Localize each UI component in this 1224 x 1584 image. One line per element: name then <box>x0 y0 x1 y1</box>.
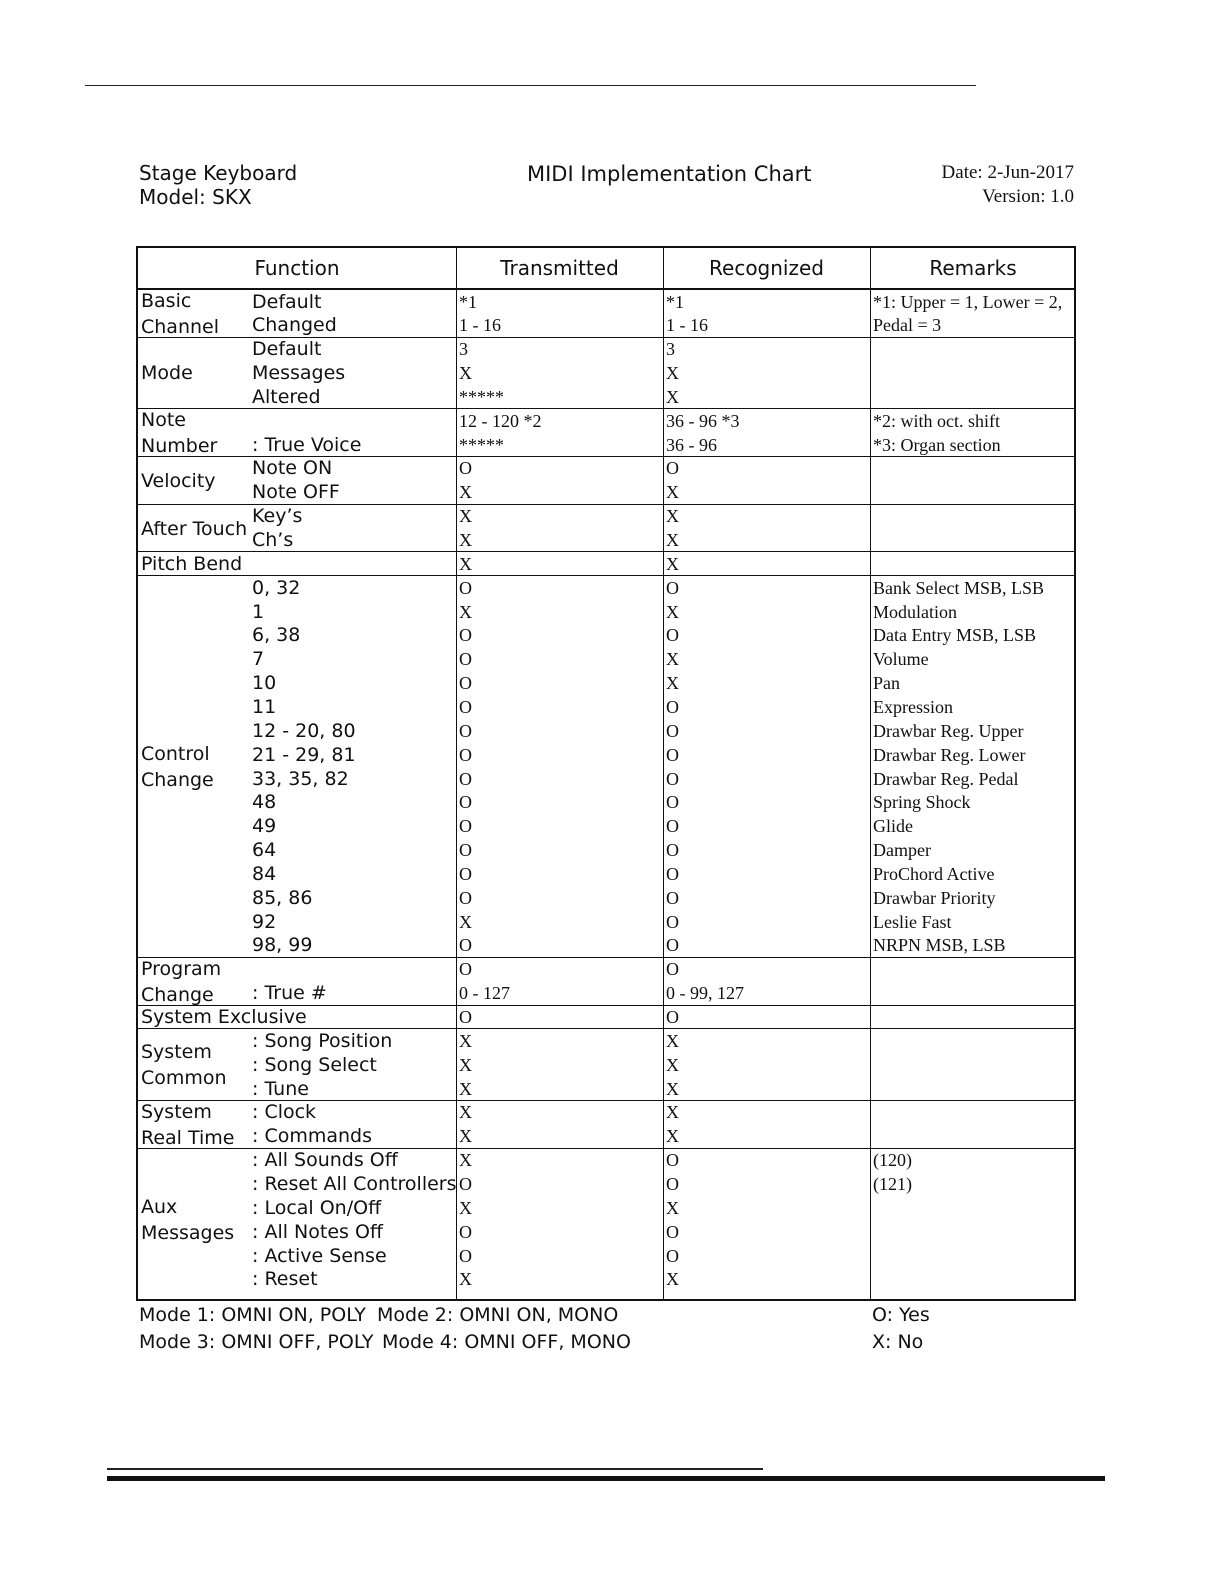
recognized-cell: X <box>666 1197 679 1218</box>
midi-implementation-table <box>136 246 1076 1301</box>
recognized-cell: X <box>666 530 679 550</box>
recognized-cell: X <box>666 1054 679 1075</box>
transmitted-cell: X <box>459 506 472 527</box>
transmitted-cell: O <box>459 744 472 765</box>
transmitted-cell: O <box>459 863 472 884</box>
recognized-cell: X <box>666 1269 679 1290</box>
function-cell: Key’s <box>252 505 303 528</box>
function-cell: Altered <box>252 385 321 408</box>
recognized-cell: O <box>666 1173 679 1194</box>
recognized-cell: O <box>666 720 679 741</box>
transmitted-cell: X <box>459 553 472 574</box>
top-rule <box>85 85 976 86</box>
group-label-line: Velocity <box>141 469 216 492</box>
remarks-cell: Damper <box>873 840 931 861</box>
recognized-cell: O <box>666 959 679 980</box>
function-cell: : All Sounds Off <box>252 1149 398 1172</box>
bottom-rule-thin <box>107 1468 763 1470</box>
recognized-cell: O <box>666 577 679 598</box>
function-cell: : Reset <box>252 1268 318 1291</box>
remarks-cell: *3: Organ section <box>873 434 1001 455</box>
function-cell: 84 <box>252 862 277 885</box>
transmitted-cell: X <box>459 911 472 932</box>
remarks-cell: Bank Select MSB, LSB <box>873 577 1045 598</box>
function-cell: 48 <box>252 791 277 814</box>
remarks-cell: (120) <box>873 1150 912 1171</box>
transmitted-cell: X <box>459 1102 472 1123</box>
function-cell: : Reset All Controllers <box>252 1172 457 1195</box>
recognized-cell: O <box>666 935 679 956</box>
group-label-line: Program <box>141 957 222 980</box>
remarks-cell: Pedal = 3 <box>873 315 942 336</box>
function-cell: 10 <box>252 672 277 695</box>
transmitted-cell: 3 <box>459 339 468 360</box>
column-divider <box>456 248 457 1299</box>
mode-1-note: Mode 1: OMNI ON, POLY <box>139 1304 366 1326</box>
mode-3-note: Mode 3: OMNI OFF, POLY <box>139 1331 374 1353</box>
recognized-cell: O <box>666 816 679 837</box>
transmitted-cell: X <box>459 1126 472 1147</box>
column-divider <box>663 248 664 1299</box>
recognized-cell: X <box>666 1102 679 1123</box>
transmitted-cell: O <box>459 1245 472 1266</box>
recognized-cell: X <box>666 673 679 694</box>
column-header-recognized: Recognized <box>709 256 824 280</box>
recognized-cell: 1 - 16 <box>666 315 708 336</box>
transmitted-cell: X <box>459 1054 472 1075</box>
transmitted-cell: *1 <box>459 291 477 312</box>
remarks-cell: Glide <box>873 816 913 837</box>
group-label-line: Common <box>141 1067 227 1090</box>
column-header-remarks: Remarks <box>929 256 1017 280</box>
group-label-line: Aux <box>141 1196 178 1219</box>
doc-date: Date: 2-Jun-2017 <box>941 162 1074 183</box>
function-cell: 98, 99 <box>252 934 313 957</box>
transmitted-cell: O <box>459 625 472 646</box>
function-cell: : Commands <box>252 1125 372 1148</box>
group-label-line: Change <box>141 983 214 1006</box>
recognized-cell: *1 <box>666 291 684 312</box>
recognized-cell: O <box>666 887 679 908</box>
group-label-line: Change <box>141 769 214 791</box>
group-label-line: Channel <box>141 315 220 338</box>
function-cell: : Tune <box>252 1077 309 1100</box>
group-label <box>141 469 216 493</box>
transmitted-cell: ***** <box>459 434 504 455</box>
group-label-line: System <box>141 1041 212 1064</box>
transmitted-cell: O <box>459 768 472 789</box>
function-cell: Default <box>252 338 322 361</box>
group-label-line: Basic <box>141 289 192 312</box>
group-label-line: Real Time <box>141 1126 235 1149</box>
transmitted-cell: X <box>459 482 472 503</box>
function-cell: 85, 86 <box>252 886 313 909</box>
function-cell: Ch’s <box>252 529 294 551</box>
remarks-cell: Drawbar Reg. Lower <box>873 744 1026 765</box>
transmitted-cell: X <box>459 1030 472 1051</box>
function-cell: : Active Sense <box>252 1244 387 1267</box>
recognized-cell: O <box>666 1245 679 1266</box>
transmitted-cell: X <box>459 1197 472 1218</box>
recognized-cell: O <box>666 1150 679 1171</box>
recognized-cell: 36 - 96 <box>666 434 717 455</box>
group-label-line: System <box>141 1100 212 1123</box>
recognized-cell: O <box>666 625 679 646</box>
function-cell: 7 <box>252 648 265 671</box>
transmitted-cell: O <box>459 792 472 813</box>
function-cell: : Local On/Off <box>252 1196 382 1219</box>
recognized-cell: O <box>666 768 679 789</box>
column-divider <box>870 248 871 1299</box>
remarks-cell: Pan <box>873 673 900 694</box>
group-label <box>141 956 221 1008</box>
group-label <box>141 741 214 793</box>
mode-4-note: Mode 4: OMNI OFF, MONO <box>382 1331 631 1353</box>
recognized-cell: O <box>666 911 679 932</box>
function-cell: Changed <box>252 314 337 337</box>
group-label-line: System Exclusive <box>141 1006 307 1029</box>
recognized-cell: X <box>666 506 679 527</box>
transmitted-cell: 0 - 127 <box>459 983 510 1004</box>
group-label <box>141 407 217 459</box>
recognized-cell: O <box>666 696 679 717</box>
transmitted-cell: O <box>459 696 472 717</box>
remarks-cell: Spring Shock <box>873 792 971 813</box>
transmitted-cell: O <box>459 887 472 908</box>
remarks-cell: *2: with oct. shift <box>873 410 1000 431</box>
recognized-cell: X <box>666 553 679 574</box>
group-label-line: Number <box>141 435 218 458</box>
doc-info <box>942 161 1074 209</box>
remarks-cell: Drawbar Reg. Upper <box>873 720 1024 741</box>
function-cell: 21 - 29, 81 <box>252 743 356 766</box>
remarks-cell: Volume <box>873 649 929 670</box>
remarks-cell: Drawbar Priority <box>873 887 996 908</box>
remarks-cell: ProChord Active <box>873 863 995 884</box>
legend-yes: O: Yes <box>872 1304 930 1326</box>
remarks-cell: Drawbar Reg. Pedal <box>873 768 1019 789</box>
transmitted-cell: O <box>459 1173 472 1194</box>
group-divider <box>138 551 1074 552</box>
transmitted-cell: X <box>459 1078 472 1099</box>
transmitted-cell: O <box>459 649 472 670</box>
group-divider <box>138 957 1074 958</box>
transmitted-cell: O <box>459 1007 472 1027</box>
function-cell: 1 <box>252 600 265 623</box>
transmitted-cell: 1 - 16 <box>459 315 501 336</box>
recognized-cell: O <box>666 744 679 765</box>
recognized-cell: X <box>666 386 679 407</box>
function-cell: Default <box>252 290 322 313</box>
recognized-cell: 0 - 99, 127 <box>666 983 744 1004</box>
recognized-cell: X <box>666 601 679 622</box>
function-cell: 6, 38 <box>252 624 301 647</box>
recognized-cell: O <box>666 1007 679 1027</box>
product-info <box>139 161 297 209</box>
recognized-cell: X <box>666 649 679 670</box>
remarks-cell: (121) <box>873 1173 912 1194</box>
function-cell: : All Notes Off <box>252 1220 383 1243</box>
recognized-cell: 36 - 96 *3 <box>666 410 740 431</box>
recognized-cell: O <box>666 458 679 479</box>
recognized-cell: X <box>666 363 679 384</box>
transmitted-cell: X <box>459 1269 472 1290</box>
group-label <box>141 1194 234 1246</box>
function-cell: : Song Select <box>252 1053 377 1076</box>
group-label <box>141 288 219 340</box>
transmitted-cell: ***** <box>459 386 504 407</box>
transmitted-cell: 12 - 120 *2 <box>459 410 542 431</box>
recognized-cell: O <box>666 863 679 884</box>
function-cell: 11 <box>252 695 277 718</box>
transmitted-cell: X <box>459 530 472 550</box>
group-label-line: Pitch Bend <box>141 553 243 576</box>
group-label <box>141 552 242 576</box>
legend-no: X: No <box>872 1331 924 1353</box>
recognized-cell: X <box>666 1030 679 1051</box>
function-cell: 33, 35, 82 <box>252 767 349 790</box>
group-label <box>141 517 247 541</box>
function-cell: : Song Position <box>252 1029 393 1052</box>
group-label-line: After Touch <box>141 517 248 540</box>
group-label <box>141 1039 227 1091</box>
transmitted-cell: O <box>459 816 472 837</box>
doc-version: Version: 1.0 <box>982 186 1074 207</box>
group-label <box>141 361 193 385</box>
transmitted-cell: O <box>459 840 472 861</box>
recognized-cell: 3 <box>666 339 675 360</box>
recognized-cell: O <box>666 840 679 861</box>
product-line: Stage Keyboard <box>139 161 298 185</box>
group-label <box>141 1099 235 1151</box>
function-cell: Note ON <box>252 457 333 480</box>
transmitted-cell: O <box>459 959 472 980</box>
remarks-cell: Modulation <box>873 601 957 622</box>
recognized-cell: X <box>666 1078 679 1099</box>
bottom-rule-thick <box>107 1476 1105 1481</box>
remarks-cell: Leslie Fast <box>873 911 952 932</box>
mode-2-note: Mode 2: OMNI ON, MONO <box>377 1304 619 1326</box>
transmitted-cell: O <box>459 1221 472 1242</box>
function-cell: 64 <box>252 839 277 862</box>
function-cell: 92 <box>252 910 277 933</box>
recognized-cell: O <box>666 1221 679 1242</box>
recognized-cell: X <box>666 482 679 503</box>
transmitted-cell: O <box>459 458 472 479</box>
function-cell: Note OFF <box>252 481 340 504</box>
remarks-cell: NRPN MSB, LSB <box>873 935 1006 956</box>
recognized-cell: O <box>666 792 679 813</box>
group-label-line: Mode <box>141 362 193 385</box>
page-title: MIDI Implementation Chart <box>527 162 812 186</box>
function-cell: : True Voice <box>252 433 362 456</box>
transmitted-cell: X <box>459 1150 472 1171</box>
function-cell: 0, 32 <box>252 576 301 599</box>
function-cell: 49 <box>252 815 277 838</box>
function-cell: : True # <box>252 982 327 1005</box>
column-header-function: Function <box>254 256 340 280</box>
remarks-cell: *1: Upper = 1, Lower = 2, <box>873 291 1063 312</box>
group-label-line: Note <box>141 409 186 432</box>
product-model: Model: SKX <box>139 185 252 209</box>
transmitted-cell: X <box>459 601 472 622</box>
transmitted-cell: O <box>459 720 472 741</box>
transmitted-cell: X <box>459 363 472 384</box>
group-label <box>141 1005 307 1029</box>
function-cell: : Clock <box>252 1101 317 1124</box>
group-label-line: Control <box>141 743 210 765</box>
column-header-transmitted: Transmitted <box>500 256 619 280</box>
remarks-cell: Data Entry MSB, LSB <box>873 625 1037 646</box>
function-cell: 12 - 20, 80 <box>252 719 356 742</box>
recognized-cell: X <box>666 1126 679 1147</box>
transmitted-cell: O <box>459 577 472 598</box>
group-label-line: Messages <box>141 1222 235 1245</box>
transmitted-cell: O <box>459 935 472 956</box>
function-cell: Messages <box>252 362 346 385</box>
remarks-cell: Expression <box>873 696 953 717</box>
transmitted-cell: O <box>459 673 472 694</box>
